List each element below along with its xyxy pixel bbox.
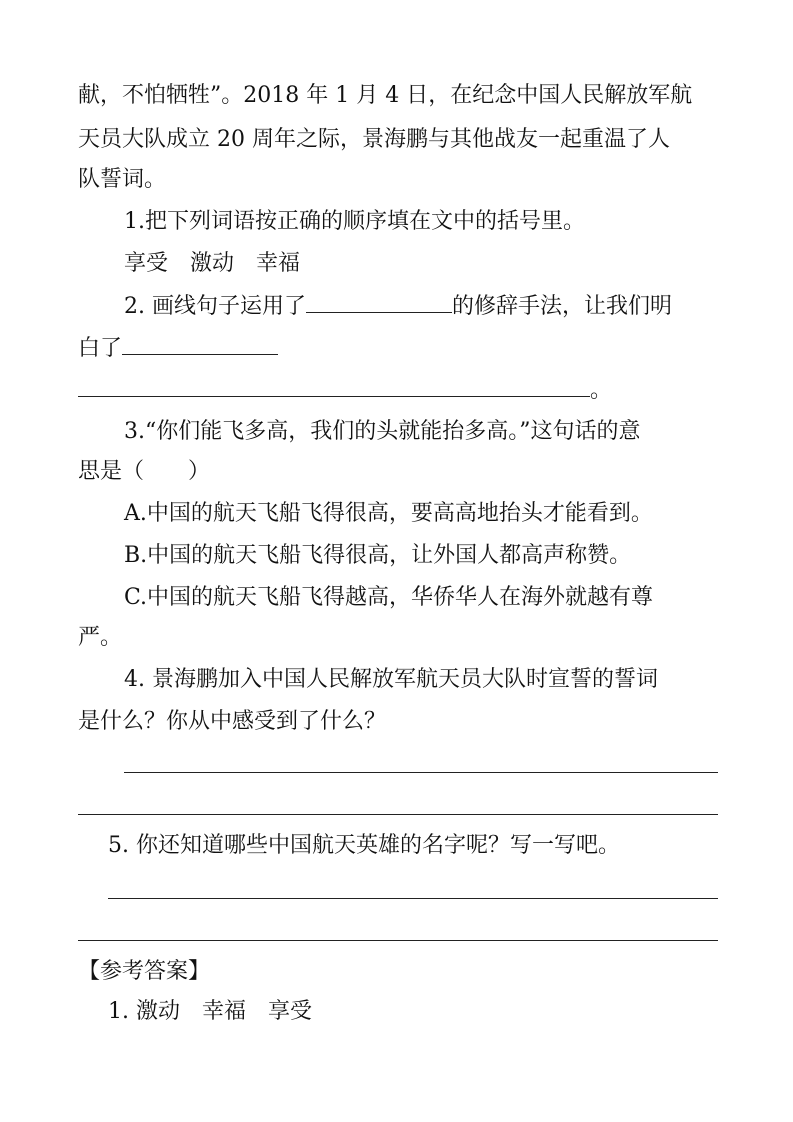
rhetoric-answer-blank[interactable] xyxy=(306,290,452,313)
question-2-prompt-line-2 xyxy=(78,332,278,365)
question-2-prompt-line-3 xyxy=(78,374,612,407)
question-5-answer-line-1[interactable] xyxy=(108,898,718,899)
question-4-answer-line-1[interactable] xyxy=(124,772,718,773)
question-2-prompt-part-b: 的修辞手法，让我们明 xyxy=(451,294,672,319)
question-3-option-c-line-1[interactable]: C.中国的航天飞船飞得越高，华侨华人在海外就越有尊 xyxy=(124,585,654,610)
question-3-option-a[interactable]: A.中国的航天飞船飞得很高，要高高地抬头才能看到。 xyxy=(124,501,653,526)
question-3-option-c-line-2: 严。 xyxy=(78,625,123,650)
meaning-answer-blank-1[interactable] xyxy=(122,332,278,355)
passage-line-3: 队誓词。 xyxy=(78,167,167,192)
question-2-prompt-part-c: 白了 xyxy=(78,336,123,361)
answer-1: 1. 激动 幸福 享受 xyxy=(108,999,312,1024)
answer-key-heading: 【参考答案】 xyxy=(78,959,211,984)
question-4-prompt-line-2: 是什么？你从中感受到了什么？ xyxy=(78,709,387,734)
question-4-answer-line-2[interactable] xyxy=(78,814,718,815)
question-2-end-mark: 。 xyxy=(590,378,613,403)
question-3-prompt-line-2: 思是（ ） xyxy=(78,459,211,484)
passage-line-2: 天员大队成立 20 周年之际，景海鹏与其他战友一起重温了人 xyxy=(78,127,670,152)
meaning-answer-blank-2[interactable] xyxy=(78,374,590,397)
question-3-option-b[interactable]: B.中国的航天飞船飞得很高，让外国人都高声称赞。 xyxy=(124,543,632,568)
question-1-word-list: 享受 激动 幸福 xyxy=(124,251,301,276)
question-3-prompt-line-1: 3.“你们能飞多高，我们的头就能抬多高。”这句话的意 xyxy=(124,419,641,444)
question-4-prompt-line-1: 4. 景海鹏加入中国人民解放军航天员大队时宣誓的誓词 xyxy=(124,667,658,692)
question-2-prompt-part-a: 2. 画线句子运用了 xyxy=(124,294,306,319)
question-5-answer-line-2[interactable] xyxy=(78,940,718,941)
question-5-prompt: 5. 你还知道哪些中国航天英雄的名字呢？写一写吧。 xyxy=(108,833,620,858)
question-1-prompt: 1.把下列词语按正确的顺序填在文中的括号里。 xyxy=(124,209,585,234)
question-2-prompt-line-1 xyxy=(124,290,672,323)
passage-line-1: 献，不怕牺牲”。2018 年 1 月 4 日，在纪念中国人民解放军航 xyxy=(78,83,693,108)
